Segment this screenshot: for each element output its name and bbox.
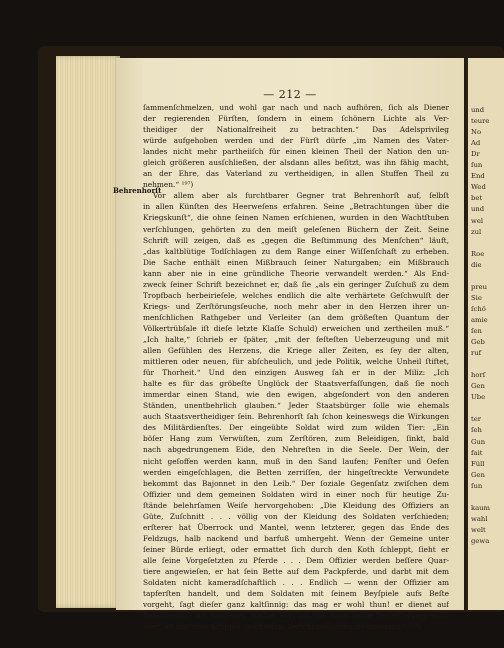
facing-fragment: ter xyxy=(471,415,482,424)
facing-fragment: Gen xyxy=(471,470,485,479)
text-line: der regierenden Fürſten, ſondern in einem ſchönern Lichte als Ver- xyxy=(143,114,449,124)
text-line: immerdar einen Stand, wie den ewigen, abgeſondert von den anderen xyxy=(143,390,449,400)
text-line: Schrift will zeigen, daß es „gegen die Beſtimmung des Menſchen“ läuft, xyxy=(143,235,449,245)
text-line: Ständen, unentbehrlich glauben.“ Jeder Staatsbürger ſolle wie ehemals xyxy=(143,401,449,411)
facing-page xyxy=(466,58,504,610)
facing-fragment: Gen xyxy=(471,382,485,391)
text-line: tapferſten handelt, und dem Soldaten mit ſeinem Beyſpiele aufs Beſte xyxy=(143,589,449,599)
text-line: Beförderung, ich hingegen, bleibe, was ich bin, habe keine Verbeſſerung, wohl xyxy=(143,611,449,621)
facing-fragment: teure xyxy=(471,117,490,126)
text-line: halte es für das gröbeſte Unglück der Staatsverfaſſungen, daß ſie noch xyxy=(143,379,449,389)
text-line: würde aufgehoben werden und der Fürſt dürfe „im Namen des Vater- xyxy=(143,136,449,146)
facing-fragment: No xyxy=(471,128,482,137)
text-line: zweck ſeiner Schrift bezeichnet er, daß ſie „als ein geringer Zuſchuß zu dem xyxy=(143,279,449,289)
text-line: nehmen.“ ¹⁹⁷) xyxy=(143,180,194,190)
text-line: verſchlungen, gehörten zu den meiſt geleſenen Büchern der Zeit. Seine xyxy=(143,224,449,234)
text-line: menſchlichen Rathgeber und Verleiter (an dem größeſten Quantum der xyxy=(143,312,449,322)
text-line: gleich größeren ausſchließen, der alsdann alles beſitzt, was ihn fähig macht, xyxy=(143,158,449,168)
facing-fragment: wahl xyxy=(471,514,488,523)
facing-fragment: Ad xyxy=(471,139,481,148)
facing-fragment: amie xyxy=(471,315,488,324)
text-line: Die Sache enthält einen Mißbrauch ſeiner Naturgaben; ein Mißbrauch xyxy=(143,257,449,267)
text-line: Offizier und dem gemeinen Soldaten wird in einer noch für heutige Zu- xyxy=(143,489,449,499)
text-line: Tropfbach herbeirieſele, welches endlich die alte verhärtete Geſchwulſt der xyxy=(143,290,449,300)
facing-fragment: Sie xyxy=(471,293,482,302)
text-line: Soldaten nicht kameradſchaftlich . . . Endlich — wenn der Offizier am xyxy=(143,578,449,588)
body-text xyxy=(143,102,449,632)
facing-fragment: und xyxy=(471,106,485,114)
page-number: — 212 — xyxy=(263,88,317,101)
text-line: erſterer hat Überrock und Mantel, wenn letzterer, gegen das Ende des xyxy=(143,522,449,532)
text-line: ſtände belehrſamen Weiſe hervorgehoben: „Die Kleidung des Offiziers an xyxy=(143,500,449,510)
page-edges xyxy=(56,56,120,608)
facing-fragment: ſeh xyxy=(471,426,482,435)
facing-fragment: Geb xyxy=(471,338,485,347)
text-line: Feldzugs, halb nackend und barfuß umhergeht. Wenn der Gemeine unter xyxy=(143,533,449,543)
text-line: „Ich halte,“ ſchrieb er ſpäter, „mit der feſteſten Ueberzeugung und mit xyxy=(143,334,449,344)
facing-fragment: wel xyxy=(471,216,484,225)
text-line: nach abgedrungenem Eide, den Nehreſten in die Seele. Der Wein, der xyxy=(143,445,449,455)
text-line: für Thorheit.“ Und den einzigen Ausweg ſah er in der Miliz: „Ich xyxy=(143,368,449,378)
text-line: landes nicht mehr partheiiſch für einen kleinen Theil der Nation den un- xyxy=(143,147,449,157)
facing-fragment: kaum xyxy=(471,503,490,512)
facing-fragment: ruf xyxy=(471,349,482,358)
text-line: des Militärdienſtes. Der eingeübte Soldat wird zum wilden Tier: „Ein xyxy=(143,423,449,433)
facing-fragment: und xyxy=(471,205,485,214)
text-line: an der Ehre, das Vaterland zu vertheidigen, in allen Stuffen Theil zu xyxy=(143,169,449,179)
facing-fragment: horſ xyxy=(471,371,486,380)
text-line: Güte, Zuſchnitt . . . völlig von der Kleidung des Soldaten verſchieden; xyxy=(143,511,449,521)
text-line: bekommt das Bajonnet in den Leib.“ Der ſoziale Gegenſatz zwiſchen dem xyxy=(143,478,449,488)
facing-fragment: Füll xyxy=(471,459,485,468)
facing-fragment: Wed xyxy=(471,183,486,192)
facing-fragment: preu xyxy=(471,282,487,291)
facing-fragment: bet xyxy=(471,194,483,203)
book-page xyxy=(113,58,464,632)
facing-fragment: End xyxy=(471,172,485,181)
text-line: ſammenſchmelzen, und wohl gar nach und nach aufhören, ſich als Diener xyxy=(143,103,449,112)
text-line: tiere angewieſen, er hat ſein Bette auf dem Packpferde, und darbt mit dem xyxy=(143,566,449,576)
text-line: allen Gefühlen des Herzens, die Kriege aller Zeiten, es ſey der alten, xyxy=(143,346,449,356)
facing-fragment: Roe xyxy=(471,249,485,258)
facing-fragment: die xyxy=(471,260,482,269)
facing-fragment: ſun xyxy=(471,161,483,170)
margin-note: Behrenhorſt xyxy=(113,186,162,195)
text-line: theidiger der Nationalfreiheit zu betrachten.“ Das Adelsprivileg xyxy=(143,125,449,135)
facing-fragment: gewa xyxy=(471,536,490,545)
text-line: kann aber nie in eine gründliche Theorie verwandelt werden.“ Als End- xyxy=(143,268,449,278)
facing-fragment: Gun xyxy=(471,437,486,446)
facing-fragment: ſchö xyxy=(471,304,486,313)
text-line: Völkertrübſale iſt dieſe letzte Klaſſe Schuld) erweichen und zertheilen muß.“ xyxy=(143,323,449,333)
facing-fragment: Dr xyxy=(471,150,480,159)
text-line: in allen Künſten des Heerweſens erfahren. Seine „Betrachtungen über die xyxy=(143,202,449,212)
facing-fragment: fait xyxy=(471,448,483,457)
text-line: vorgeht, ſagt dieſer ganz kaltſinnig: das mag er wohl thun! er dienet auf xyxy=(143,600,449,610)
text-line: ſeiner Bürde erliegt, oder ermattet ſich durch den Koth ſchleppt, ſieht er xyxy=(143,544,449,554)
text-line: aber, alt und zum Krüppel geſchoſſen, Verſchlimmerung zu erwarten.“ ¹⁹⁸) xyxy=(143,622,421,632)
text-line: Kriegskunſt“, die ohne ſeinen Namen erſchienen, wurden in den Wachtſtuben xyxy=(143,213,449,223)
text-line: böſer Hang zum Verwüſten, zum Zerſtören, zum Beleidigen, ſinkt, bald xyxy=(143,434,449,444)
facing-fragment: ſun xyxy=(471,481,483,490)
text-line: alle ſeine Vorgeſetzten zu Pferde . . . Dem Offizier werden beſſere Quar- xyxy=(143,555,449,565)
text-line: Vor allem aber als furchtbarer Gegner trat Behrenhorſt auf, ſelbſt xyxy=(153,191,449,201)
facing-fragment: zul xyxy=(471,227,482,236)
text-line: auch Staatsvertheidiger ſein. Behrenhorſt ſah ſchon keineswegs die Wirkungen xyxy=(143,412,449,422)
text-line: werden eingeſchlagen, die Betten zerriſſen, der hingeſtreckte Verwundete xyxy=(143,467,449,477)
text-line: Kriegs- und Zerſtörungsſeuche, noch mehr aber in den Herzen ihrer un- xyxy=(143,301,449,311)
facing-fragment: welt xyxy=(471,525,486,534)
facing-fragment: ſen xyxy=(471,327,482,335)
text-line: mittleren oder neuen, für abſcheulich, und jede Politik, welche Unheil ſtiftet, xyxy=(143,357,449,367)
text-line: nicht geſoffen werden kann, muß in den Sand laufen; Fenſter und Oefen xyxy=(143,456,449,466)
text-line: „das kaltblütige Todſchlagen zu dem Range einer Wiſſenſchaft zu erheben. xyxy=(143,246,449,256)
facing-fragment: Ube xyxy=(471,393,486,402)
